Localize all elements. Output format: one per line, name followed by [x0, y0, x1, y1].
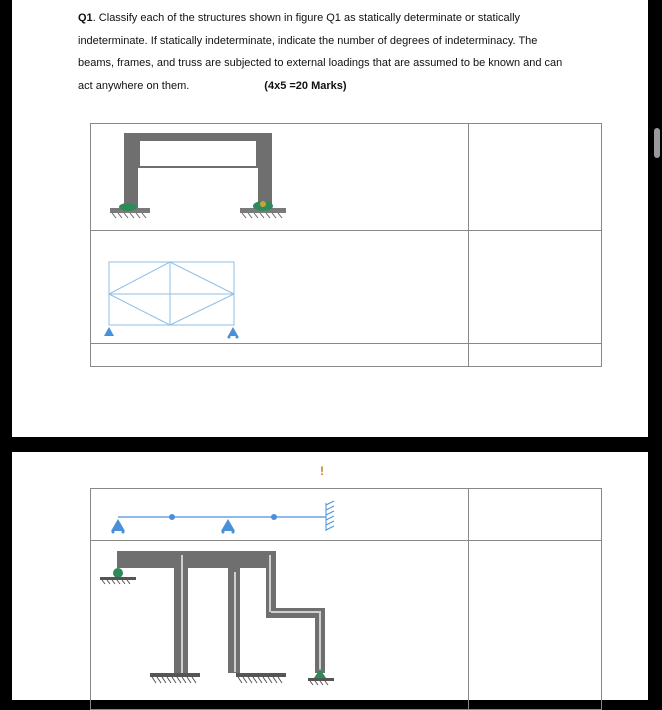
pin-support-c: [221, 519, 235, 531]
portal-frame-opening: [140, 141, 256, 166]
truss-supports: [104, 327, 239, 339]
figure-beam: [111, 501, 334, 534]
roller-support-right: [228, 327, 238, 336]
fixed-wall-support: [326, 501, 334, 531]
figure-frame: [100, 551, 334, 685]
figure-truss: [109, 262, 234, 325]
question-line-2: indeterminate. If statically indeterminate, indicate the number of degrees of indeterminacy. The: [78, 34, 538, 47]
fixed-support-1: [150, 673, 200, 683]
question-line-1: . Classify each of the structures shown in figure Q1 as statically determinate or statically: [92, 12, 521, 24]
pin-support-a: [111, 519, 125, 531]
fixed-support-right: [240, 201, 286, 218]
fixed-support-left: [110, 203, 150, 218]
marks-label: (4x5 =20 Marks): [264, 79, 347, 92]
hinge-d: [271, 514, 277, 520]
question-line-4: act anywhere on them.: [78, 79, 190, 92]
question-number: Q1: [78, 12, 93, 24]
pin-support-ground-left: [100, 568, 136, 584]
fixed-support-2: [236, 673, 286, 683]
pin-support-left: [104, 327, 114, 336]
page-break-mark: !: [320, 464, 324, 478]
figure-portal-frame: [110, 133, 286, 218]
portal-frame-crossbeam: [124, 166, 272, 168]
hinge-b: [169, 514, 175, 520]
question-line-3: beams, frames, and truss are subjected to external loadings that are assumed to be known and can: [78, 57, 563, 69]
